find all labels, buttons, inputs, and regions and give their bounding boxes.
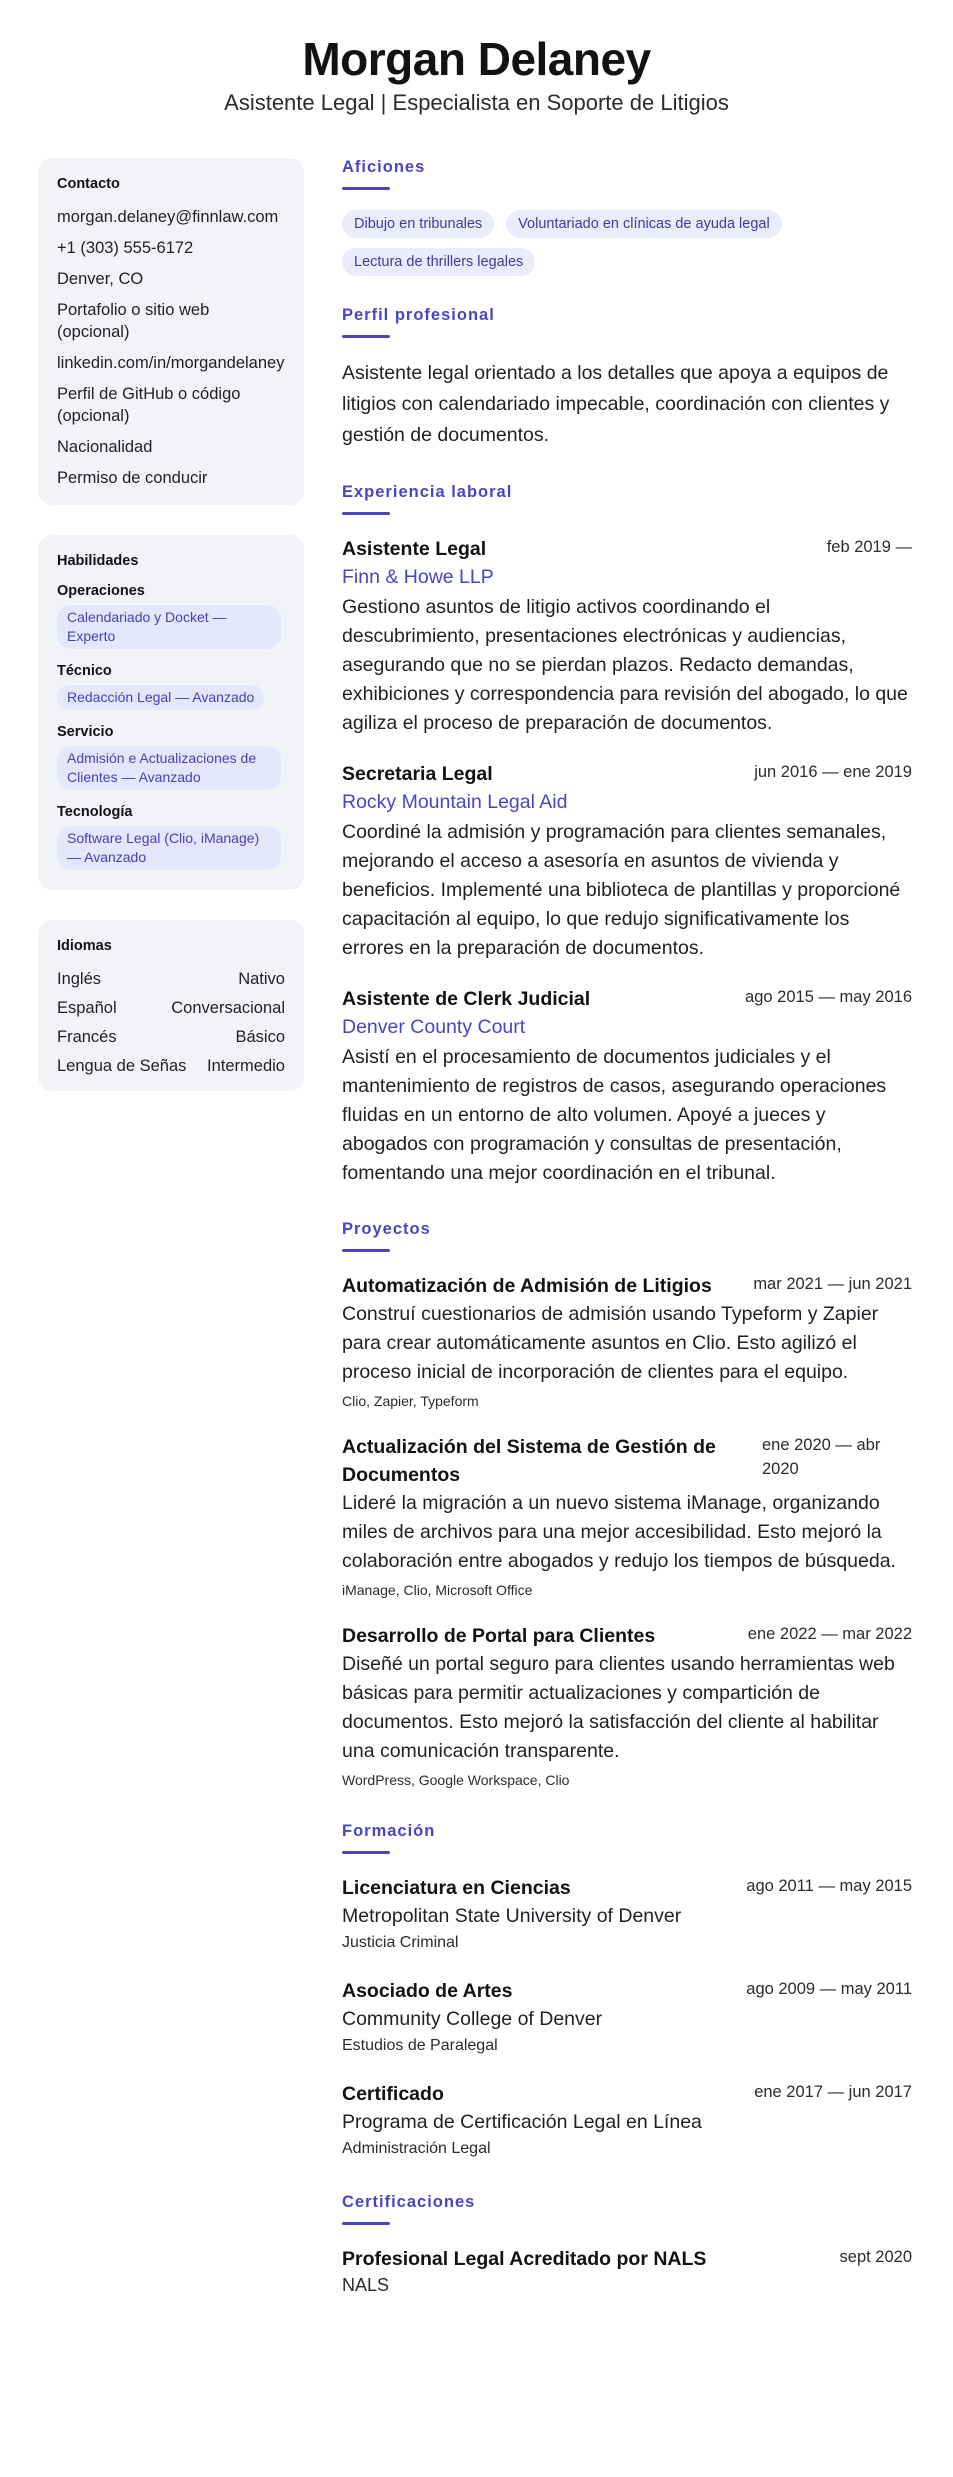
contact-github: Perfil de GitHub o código (opcional) [57,385,241,425]
section-rule [342,1249,390,1252]
degree-date: ago 2009 — may 2011 [746,1980,912,1998]
section-rule [342,2222,390,2225]
languages-card [38,920,304,1091]
job-title: Secretaria Legal [342,763,493,785]
candidate-name: Morgan Delaney [302,33,651,85]
skill-chip: Admisión e Actualizaciones de Clientes — Avanzado [57,746,281,790]
language-row [57,1055,285,1077]
project-tech: iManage, Clio, Microsoft Office [342,1582,533,1598]
profile-section [342,306,912,451]
contact-nationality: Nacionalidad [57,438,153,456]
language-row [57,968,285,990]
section-rule [342,1851,390,1854]
school-name: Community College of Denver [342,2008,603,2030]
project-entry [342,1622,912,1790]
section-title: Formación [342,1822,436,1840]
contact-driving-license: Permiso de conducir [57,469,208,487]
job-date: feb 2019 — [826,538,912,556]
skill-group-name: Servicio [57,724,114,740]
skill-chip: Calendariado y Docket — Experto [57,605,281,649]
project-name: Actualización del Sistema de Gestión de Documentos [342,1436,716,1486]
certifications-section [342,2193,912,2297]
project-date: mar 2021 — jun 2021 [753,1275,912,1293]
job-date: ago 2015 — may 2016 [745,988,912,1006]
skills-card [38,535,304,890]
school-name: Programa de Certificación Legal en Línea [342,2111,702,2133]
project-description: Lideré la migración a un nuevo sistema iManage, organizando miles de archivos para una mejor accesibilidad. Esto mejoró la colaboración entre abogados y redujo los tiempos de búsqueda. [342,1492,896,1572]
skill-group [57,804,285,870]
job-description: Coordiné la admisión y programación para clientes semanales, mejorando el acceso a asesoría en asuntos de vivienda y beneficios. Implementé una biblioteca de plantillas y proporcioné capacitación al equipo, lo que redujo significativamente los errores en la preparación de documentos. [342,821,901,959]
main-column [342,158,912,2297]
language-level: Intermedio [207,1057,285,1075]
project-tech: WordPress, Google Workspace, Clio [342,1772,570,1788]
language-name: Español [57,999,117,1017]
language-name: Inglés [57,970,102,988]
section-rule [342,335,390,338]
study-field: Administración Legal [342,2140,491,2157]
hobby-chips [342,210,912,276]
section-rule [342,187,390,190]
section-title: Proyectos [342,1220,431,1238]
hobbies-section [342,158,912,276]
projects-section [342,1220,912,1790]
skill-chip: Redacción Legal — Avanzado [57,685,264,710]
contact-email[interactable]: morgan.delaney@finnlaw.com [57,208,279,226]
resume-header [0,30,953,118]
certification-issuer: NALS [342,2275,390,2295]
skill-group-name: Técnico [57,663,112,679]
contact-phone[interactable]: +1 (303) 555-6172 [57,239,194,257]
education-entry [342,1874,912,1955]
project-date: ene 2022 — mar 2022 [747,1625,912,1643]
job-description: Gestiono asuntos de litigio activos coordinando el descubrimiento, presentaciones electrónicas y audiencias, asegurando que no se pierdan plazos. Redacto demandas, exhibiciones y correspondencia para revisión del abogado, lo que agiliza el proceso de preparación de documentos. [342,596,908,734]
project-description: Construí cuestionarios de admisión usando Typeform y Zapier para crear automáticamente asuntos en Clio. Esto agilizó el proceso inicial de incorporación de clientes para el equipo. [342,1303,879,1383]
education-entry [342,2080,912,2161]
project-description: Diseñé un portal seguro para clientes usando herramientas web básicas para permitir actualizaciones y compartición de documentos. Esto mejoró la satisfacción del cliente al habilitar una comunicación transparente. [342,1653,895,1762]
job-company: Denver County Court [342,1016,526,1038]
language-name: Lengua de Señas [57,1057,187,1075]
language-level: Básico [235,1028,285,1046]
section-rule [342,512,390,515]
contact-card [38,158,304,505]
experience-entry [342,985,912,1188]
skill-group [57,583,285,649]
project-name: Desarrollo de Portal para Clientes [342,1625,656,1647]
section-title: Experiencia laboral [342,483,513,501]
project-entry [342,1433,912,1600]
degree-name: Licenciatura en Ciencias [342,1877,571,1899]
certification-entry [342,2245,912,2297]
contact-title: Contacto [57,176,120,192]
study-field: Justicia Criminal [342,1934,459,1951]
skill-group-name: Tecnología [57,804,133,820]
section-title: Certificaciones [342,2193,476,2211]
skill-group [57,724,285,790]
contact-portfolio: Portafolio o sitio web (opcional) [57,301,210,341]
language-row [57,997,285,1019]
hobby-chip: Dibujo en tribunales [342,210,494,238]
study-field: Estudios de Paralegal [342,2037,498,2054]
job-date: jun 2016 — ene 2019 [754,763,912,781]
degree-date: ene 2017 — jun 2017 [754,2083,912,2101]
project-name: Automatización de Admisión de Litigios [342,1275,712,1297]
experience-section [342,483,912,1188]
degree-name: Certificado [342,2083,444,2105]
project-tech: Clio, Zapier, Typeform [342,1393,479,1409]
skill-group [57,663,285,710]
certification-name: Profesional Legal Acreditado por NALS [342,2248,707,2270]
experience-entry [342,535,912,738]
section-title: Aficiones [342,158,426,176]
job-company: Finn & Howe LLP [342,566,494,588]
education-entry [342,1977,912,2058]
language-row [57,1026,285,1048]
hobby-chip: Lectura de thrillers legales [342,248,535,276]
education-section [342,1822,912,2161]
skill-group-name: Operaciones [57,583,145,599]
skill-chip: Software Legal (Clio, iManage) — Avanzado [57,826,281,870]
language-level: Conversacional [171,999,285,1017]
candidate-headline: Asistente Legal | Especialista en Soporte de Litigios [224,90,729,115]
project-entry [342,1272,912,1411]
job-company: Rocky Mountain Legal Aid [342,791,568,813]
language-name: Francés [57,1028,117,1046]
degree-name: Asociado de Artes [342,1980,513,2002]
skills-title: Habilidades [57,553,139,569]
project-date: ene 2020 — abr 2020 [762,1436,881,1478]
experience-entry [342,760,912,963]
school-name: Metropolitan State University of Denver [342,1905,682,1927]
languages-title: Idiomas [57,938,112,954]
degree-date: ago 2011 — may 2015 [746,1877,912,1895]
hobby-chip: Voluntariado en clínicas de ayuda legal [506,210,782,238]
job-title: Asistente de Clerk Judicial [342,988,591,1010]
sidebar [38,158,304,1121]
language-level: Nativo [238,970,285,988]
profile-summary: Asistente legal orientado a los detalles que apoya a equipos de litigios con calendariado impecable, coordinación con clientes y gestión de documentos. [342,362,890,446]
contact-linkedin[interactable]: linkedin.com/in/morgandelaney [57,354,285,372]
contact-location: Denver, CO [57,270,144,288]
section-title: Perfil profesional [342,306,495,324]
job-title: Asistente Legal [342,538,487,560]
job-description: Asistí en el procesamiento de documentos judiciales y el mantenimiento de registros de casos, asegurando operaciones fluidas en un entorno de alto volumen. Apoyé a jueces y abogados con programación y consultas de presentación, fomentando una mejor coordinación en el tribunal. [342,1046,887,1184]
certification-date: sept 2020 [839,2248,912,2266]
